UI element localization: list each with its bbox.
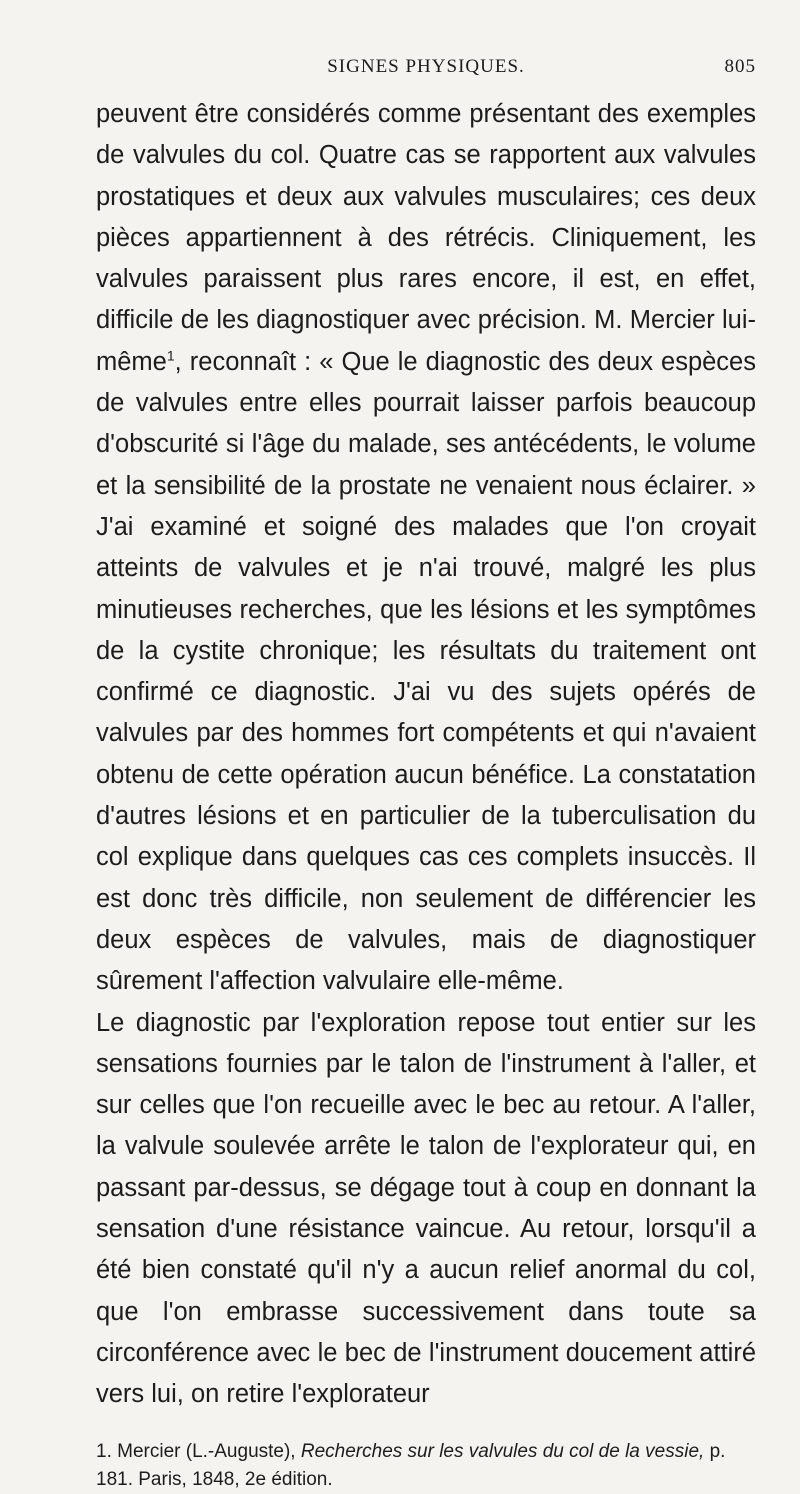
body-text: [96, 94, 756, 1416]
paragraph-1-part-1: peuvent être considérés comme présentant des exemples de valvules du col. Quatre cas se rapportent aux valvules prostatiques et deux aux valvules musculaires; ces deux pièces appartiennent à des rétrécis. Cliniquement, les valvules paraissent plus rares encore, il est, en effet, difficile de les diagnostiquer avec précision. M. Mercier lui-même: [96, 100, 756, 376]
paragraph-1-part-2: , reconnaît : « Que le diagnostic des deux espèces de valvules entre elles pourrait laisser parfois beaucoup d'obscurité si l'âge du malade, ses antécédents, le volume et la sensibilité de la prostate ne venaient nous éclairer. » J'ai examiné et soigné des malades que l'on croyait atteints de valvules et je n'ai trouvé, malgré les plus minutieuses recherches, que les lésions et les symptômes de la cystite chronique; les résultats du traitement ont confirmé ce diagnostic. J'ai vu des sujets opérés de valvules par des hommes fort compétents et qui n'avaient obtenu de cette opération aucun bénéfice. La constatation d'autres lésions et en particulier de la tuberculisation du col explique dans quelques cas ces complets insuccès. Il est donc très difficile, non seulement de différencier les deux espèces de valvules, mais de diagnostiquer sûrement l'affection valvulaire elle-même.: [96, 347, 756, 996]
footnote-details: p. 181. Paris, 1848, 2e édition.: [96, 1440, 726, 1490]
footnote-author: Mercier (L.-Auguste),: [117, 1440, 296, 1462]
footnote: [96, 1438, 756, 1494]
page-number: 805: [724, 56, 756, 77]
footnote-title: Recherches sur les valvules du col de la vessie,: [300, 1440, 705, 1462]
book-page: [96, 52, 756, 1494]
paragraph-2: Le diagnostic par l'exploration repose tout entier sur les sensations fournies par le talon de l'instrument à l'aller, et sur celles que l'on recueille avec le bec au retour. A l'aller, la valvule soulevée arrête le talon de l'explorateur qui, en passant par-dessus, se dégage tout à coup en donnant la sensation d'une résistance vaincue. Au retour, lorsqu'il a été bien constaté qu'il n'y a aucun relief anormal du col, que l'on embrasse successivement dans toute sa circonférence avec le bec de l'instrument doucement attiré vers lui, on retire l'explorateur: [96, 1008, 756, 1409]
paragraph-1: [96, 94, 756, 1003]
running-title: SIGNES PHYSIQUES.: [327, 56, 525, 77]
footnote-marker: 1.: [96, 1440, 112, 1462]
footnote-reference: 1: [166, 347, 175, 364]
running-head: [96, 52, 756, 84]
